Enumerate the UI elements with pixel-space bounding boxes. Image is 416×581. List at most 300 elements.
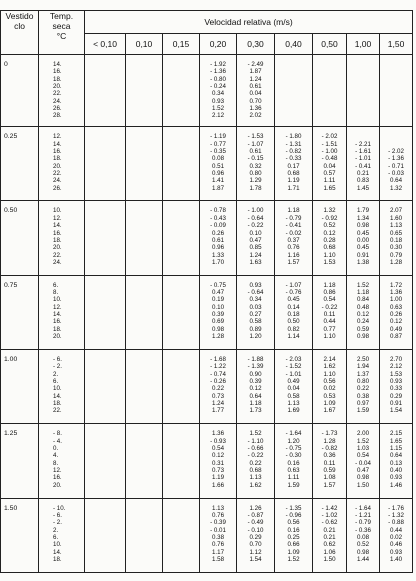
temperature-value: 20. — [53, 481, 62, 489]
pmv-value: 0.14 — [287, 303, 300, 311]
clo-label: clo — [14, 21, 25, 31]
temperature-value: - 6. — [53, 356, 62, 364]
temperature-value: 22. — [53, 251, 62, 259]
pmv-cell — [347, 55, 380, 127]
pmv-value: 0.98 — [356, 548, 370, 556]
pmv-value: - 1.19 — [210, 133, 226, 141]
pmv-value: 0.04 — [323, 162, 336, 170]
pmv-value: 1.53 — [390, 370, 403, 378]
clo-group-row — [1, 498, 413, 572]
pmv-value: - 1.88 — [247, 356, 264, 364]
temperature-value: 18. — [53, 325, 62, 333]
pmv-value: 1.17 — [211, 548, 225, 556]
temperature-value: 2. — [53, 526, 59, 534]
pmv-value: 0.91 — [390, 400, 403, 408]
pmv-cell — [347, 498, 380, 572]
pmv-cell — [347, 201, 380, 275]
pmv-value: 0.34 — [249, 296, 262, 304]
clo-value: 0 — [1, 55, 39, 127]
temperature-value: 20. — [53, 333, 62, 341]
velocity-col-header: 0,40 — [275, 34, 313, 55]
pmv-cell — [237, 201, 275, 275]
pmv-value: - 0.87 — [247, 512, 264, 519]
velocity-col-header: 0,50 — [313, 34, 347, 55]
pmv-value: 0.30 — [390, 244, 403, 252]
pmv-value: 2.02 — [249, 112, 262, 120]
pmv-value: 0.10 — [249, 229, 262, 237]
pmv-value: 0.47 — [356, 467, 370, 475]
pmv-cell — [85, 424, 126, 498]
pmv-cell — [347, 127, 380, 201]
pmv-value: - 1.68 — [210, 356, 226, 364]
pmv-value: 1.18 — [323, 281, 336, 289]
pmv-value: - 1.36 — [210, 68, 226, 76]
pmv-value: 0.17 — [287, 162, 300, 170]
pmv-value: - 0.01 — [210, 526, 226, 534]
pmv-value — [380, 141, 412, 148]
pmv-value: 1.13 — [211, 504, 225, 512]
pmv-value: 1.50 — [323, 556, 336, 564]
pmv-value: 1.19 — [287, 177, 300, 185]
pmv-value: 1.32 — [390, 184, 403, 192]
pmv-cell — [200, 350, 237, 424]
pmv-value: 1.63 — [249, 258, 262, 266]
pmv-value: 1.72 — [390, 281, 403, 289]
pmv-value: 0.13 — [390, 459, 403, 467]
pmv-value: 0.52 — [356, 541, 370, 549]
pmv-value: 0.85 — [249, 244, 262, 252]
pmv-value: 1.20 — [287, 437, 300, 445]
pmv-value: - 0.96 — [285, 512, 302, 519]
velocity-col-header: < 0,10 — [85, 34, 126, 55]
pmv-value: 0.28 — [323, 236, 336, 244]
pmv-value: 1.16 — [287, 251, 300, 259]
pmv-value: 1.59 — [356, 407, 370, 415]
pmv-value: 0.16 — [287, 526, 300, 534]
pmv-value: - 0.92 — [321, 214, 338, 222]
pmv-value: - 0.41 — [285, 222, 302, 230]
pmv-value: 1.15 — [390, 445, 403, 453]
pmv-cell — [347, 275, 380, 349]
unit-label: °C — [56, 31, 67, 41]
pmv-value: 0.76 — [211, 512, 225, 519]
pmv-value: 1.77 — [211, 407, 225, 415]
pmv-value: 0.33 — [390, 385, 403, 393]
velocity-col-header: 0,10 — [126, 34, 163, 55]
pmv-value: 1.52 — [356, 437, 370, 445]
pmv-value: 1.94 — [356, 363, 370, 371]
pmv-value: - 0.76 — [285, 289, 302, 297]
pmv-cell — [275, 127, 313, 201]
temperature-value: 6. — [53, 281, 59, 289]
pmv-value: 0.48 — [356, 303, 370, 311]
pmv-value: 0.04 — [249, 90, 262, 98]
pmv-cell — [347, 424, 380, 498]
pmv-value: 0.08 — [356, 534, 370, 542]
pmv-value: 0.76 — [287, 244, 300, 252]
pmv-cell — [200, 275, 237, 349]
pmv-value: 0.82 — [287, 325, 300, 333]
pmv-value: - 0.43 — [210, 214, 226, 222]
temperature-value: - 2. — [53, 519, 62, 527]
pmv-value: 1.36 — [390, 289, 403, 297]
pmv-value: - 0.71 — [388, 162, 404, 170]
pmv-value: 1.28 — [390, 258, 403, 266]
pmv-cell — [275, 350, 313, 424]
pmv-value: 0.69 — [211, 318, 225, 326]
pmv-value: 0.89 — [249, 325, 262, 333]
pmv-cell — [313, 201, 347, 275]
pmv-value: 1.62 — [249, 481, 262, 489]
pmv-value: 0.59 — [323, 467, 336, 475]
pmv-value: 1.13 — [287, 400, 300, 408]
pmv-value: 0.47 — [211, 289, 225, 297]
pmv-value: 1.10 — [323, 251, 336, 259]
pmv-value: 0.50 — [287, 318, 300, 326]
pmv-value: - 1.53 — [247, 133, 264, 141]
pmv-value: 0.46 — [390, 541, 403, 549]
pmv-value: 1.60 — [390, 214, 403, 222]
pmv-value: - 1.61 — [355, 147, 371, 155]
pmv-value: - 1.42 — [321, 504, 338, 512]
pmv-value: 0.19 — [211, 296, 225, 304]
pmv-value: 0.93 — [249, 281, 262, 289]
pmv-cell — [313, 127, 347, 201]
pmv-value: - 1.64 — [285, 430, 302, 438]
pmv-value: 0.45 — [287, 296, 300, 304]
pmv-value: 0.03 — [249, 303, 262, 311]
pmv-value: 0.96 — [211, 169, 225, 177]
temperature-value: 18. — [53, 236, 62, 244]
temperature-value: 20. — [53, 162, 62, 170]
pmv-value: 0.76 — [211, 541, 225, 549]
pmv-cell — [126, 498, 163, 572]
pmv-value: 1.18 — [249, 400, 262, 408]
pmv-value: 2.14 — [323, 356, 336, 364]
pmv-value: 1.37 — [356, 370, 370, 378]
pmv-value: 0.68 — [323, 244, 336, 252]
pmv-cell — [237, 498, 275, 572]
pmv-value: - 0.74 — [210, 370, 226, 378]
temperature-value: 14. — [53, 311, 62, 319]
pmv-cell — [313, 275, 347, 349]
pmv-table — [0, 10, 413, 573]
pmv-value: 0.63 — [287, 467, 300, 475]
pmv-cell — [85, 498, 126, 572]
temperature-value: 16. — [53, 318, 62, 326]
pmv-value: 0.51 — [211, 162, 225, 170]
pmv-value: - 1.01 — [355, 155, 371, 163]
pmv-value: 0.02 — [390, 534, 403, 542]
pmv-value: 0.52 — [323, 222, 336, 230]
pmv-value: 0.66 — [287, 541, 300, 549]
pmv-value: 0.65 — [390, 229, 403, 237]
pmv-value: - 1.02 — [321, 512, 338, 519]
pmv-cell — [85, 201, 126, 275]
temperature-value: - 2. — [53, 363, 62, 371]
pmv-value: 0.39 — [211, 311, 225, 319]
pmv-cell — [85, 350, 126, 424]
pmv-value: - 2.49 — [247, 61, 264, 68]
temperature-value: 6. — [53, 534, 59, 542]
pmv-value: 1.65 — [323, 184, 336, 192]
pmv-value: 0.12 — [323, 229, 336, 237]
pmv-value: 0.36 — [323, 452, 336, 460]
pmv-value: - 0.22 — [321, 303, 338, 311]
pmv-value: 0.21 — [356, 169, 370, 177]
pmv-value: 0.93 — [390, 378, 403, 386]
pmv-value: - 1.00 — [247, 207, 264, 215]
pmv-value: 0.93 — [390, 548, 403, 556]
pmv-cell — [237, 127, 275, 201]
temperature-list — [39, 350, 85, 424]
pmv-value: 0.12 — [390, 318, 403, 326]
clo-group-row — [1, 424, 413, 498]
pmv-value: - 1.07 — [285, 281, 302, 289]
pmv-value: - 2.03 — [285, 356, 302, 364]
temperature-value: 14. — [53, 548, 62, 556]
pmv-value: 0.38 — [211, 534, 225, 542]
temperature-value: - 8. — [53, 430, 62, 438]
pmv-value: - 0.79 — [355, 519, 371, 527]
pmv-cell — [200, 55, 237, 127]
pmv-value: - 1.51 — [321, 140, 338, 148]
pmv-value: - 0.64 — [247, 289, 264, 297]
pmv-cell — [275, 201, 313, 275]
temperature-list — [39, 127, 85, 201]
temperature-value: - 4. — [53, 437, 62, 445]
pmv-value: - 0.82 — [285, 147, 302, 155]
pmv-value: 1.12 — [249, 548, 262, 556]
pmv-value: 0.11 — [323, 459, 336, 467]
pmv-value: 1.52 — [249, 430, 262, 438]
pmv-value: 1.57 — [287, 258, 300, 266]
pmv-value: 0.58 — [287, 392, 300, 400]
clo-value: 1.50 — [1, 498, 39, 572]
pmv-value: 0.18 — [287, 311, 300, 319]
pmv-value: - 0.09 — [210, 222, 226, 230]
pmv-value: 1.73 — [249, 407, 262, 415]
pmv-cell — [200, 498, 237, 572]
pmv-value — [380, 133, 412, 140]
pmv-value: 0.16 — [287, 459, 300, 467]
pmv-value: 1.87 — [249, 68, 262, 76]
pmv-cell — [126, 275, 163, 349]
pmv-value: - 0.24 — [210, 83, 226, 91]
pmv-value: 0.77 — [323, 325, 336, 333]
pmv-value: - 1.22 — [210, 363, 226, 371]
pmv-value: 0.98 — [356, 333, 370, 341]
vestido-header — [1, 11, 39, 55]
pmv-value: 1.33 — [211, 251, 225, 259]
temperature-value: 0. — [53, 445, 59, 453]
clo-group-row — [1, 275, 413, 349]
temperature-value: 28. — [53, 112, 62, 120]
temperature-value: 18. — [53, 556, 62, 564]
pmv-value: - 0.26 — [210, 378, 226, 386]
pmv-cell — [380, 275, 413, 349]
vestido-label: Vestido — [5, 11, 34, 21]
temperature-value: 2. — [53, 370, 59, 378]
pmv-value: 1.50 — [356, 481, 370, 489]
pmv-value: - 0.22 — [247, 452, 264, 460]
pmv-value: 0.54 — [211, 445, 225, 453]
pmv-value: 1.24 — [211, 400, 225, 408]
pmv-value: 1.54 — [249, 556, 262, 564]
pmv-value: 1.57 — [323, 481, 336, 489]
pmv-cell — [126, 350, 163, 424]
temperature-value: 24. — [53, 258, 62, 266]
pmv-cell — [275, 424, 313, 498]
pmv-value: 1.52 — [356, 281, 370, 289]
temperature-value: 26. — [53, 184, 62, 192]
pmv-value: - 0.75 — [285, 445, 302, 453]
pmv-value: - 2.02 — [388, 147, 404, 155]
pmv-cell — [380, 424, 413, 498]
temperature-value: 26. — [53, 105, 62, 113]
temperature-value: 10. — [53, 207, 62, 215]
pmv-value — [347, 133, 379, 140]
pmv-value: - 1.39 — [247, 363, 264, 371]
pmv-cell — [313, 55, 347, 127]
pmv-value: 0.53 — [323, 392, 336, 400]
temperature-value: 4. — [53, 452, 59, 460]
pmv-value: 1.69 — [287, 407, 300, 415]
table-body — [1, 55, 413, 573]
pmv-value: 2.15 — [390, 430, 403, 438]
pmv-value: - 0.49 — [247, 519, 264, 527]
pmv-value: 0.12 — [249, 385, 262, 393]
pmv-cell — [313, 498, 347, 572]
pmv-value: - 1.01 — [285, 370, 302, 378]
pmv-value: - 0.78 — [210, 207, 226, 215]
pmv-value: 0.86 — [323, 289, 336, 297]
pmv-value: 2.12 — [211, 112, 225, 120]
pmv-cell — [200, 201, 237, 275]
temperature-value: 8. — [53, 459, 59, 467]
pmv-cell — [163, 127, 200, 201]
pmv-value: 0.38 — [356, 392, 370, 400]
pmv-value: 0.29 — [249, 534, 262, 542]
pmv-value: 0.22 — [211, 385, 225, 393]
velocity-col-header: 1,50 — [380, 34, 413, 55]
pmv-cell — [380, 498, 413, 572]
pmv-value: - 0.64 — [247, 214, 264, 222]
pmv-value: 0.91 — [356, 251, 370, 259]
pmv-value: 1.11 — [323, 177, 336, 185]
pmv-value: - 1.21 — [355, 512, 371, 519]
pmv-value: 1.53 — [323, 258, 336, 266]
pmv-value: 0.73 — [211, 467, 225, 475]
seca-label: seca — [52, 21, 71, 31]
pmv-value: - 0.03 — [388, 169, 404, 177]
pmv-cell — [380, 350, 413, 424]
pmv-value: 0.64 — [249, 392, 262, 400]
pmv-value: - 0.02 — [285, 229, 302, 237]
temperature-list — [39, 275, 85, 349]
pmv-value: 0.21 — [323, 526, 336, 534]
pmv-cell — [163, 275, 200, 349]
pmv-value: 0.62 — [323, 541, 336, 549]
pmv-value: 0.61 — [249, 147, 262, 155]
pmv-value: 1.40 — [390, 556, 403, 564]
pmv-value: 1.71 — [287, 184, 300, 192]
pmv-value: 0.83 — [356, 177, 370, 185]
pmv-cell — [380, 55, 413, 127]
pmv-value: 2.07 — [390, 207, 403, 215]
pmv-value: 2.00 — [356, 430, 370, 438]
pmv-value: 0.45 — [356, 229, 370, 237]
pmv-value: 0.27 — [249, 311, 262, 319]
pmv-value: 2.70 — [390, 356, 403, 364]
pmv-value: - 0.62 — [321, 519, 338, 527]
pmv-value: 1.11 — [287, 474, 300, 482]
pmv-value: 2.12 — [390, 363, 403, 371]
pmv-value: 1.18 — [287, 207, 300, 215]
pmv-cell — [313, 424, 347, 498]
pmv-value: 0.21 — [323, 534, 336, 542]
pmv-cell — [163, 55, 200, 127]
pmv-value: 0.44 — [390, 526, 403, 534]
temperature-value: 10. — [53, 541, 62, 549]
pmv-value: - 1.32 — [388, 512, 404, 519]
velocity-col-header: 0,30 — [237, 34, 275, 55]
pmv-value: 0.54 — [323, 296, 336, 304]
pmv-value: 1.00 — [390, 296, 403, 304]
pmv-value: - 1.76 — [388, 504, 404, 512]
pmv-value: 1.70 — [211, 258, 225, 266]
temperature-value: 20. — [53, 83, 62, 91]
pmv-value: 1.46 — [390, 481, 403, 489]
pmv-value: 0.31 — [211, 459, 225, 467]
pmv-value: - 1.07 — [247, 140, 264, 148]
pmv-value: 0.11 — [323, 311, 336, 319]
pmv-value: 0.26 — [390, 311, 403, 319]
pmv-value: 0.58 — [249, 318, 262, 326]
pmv-value: 0.98 — [211, 325, 225, 333]
pmv-value: - 0.33 — [285, 155, 302, 163]
pmv-value: 1.32 — [323, 207, 336, 215]
pmv-cell — [163, 201, 200, 275]
pmv-cell — [163, 424, 200, 498]
pmv-value: 0.68 — [287, 169, 300, 177]
pmv-value: 1.14 — [287, 333, 300, 341]
pmv-value: 1.13 — [390, 222, 403, 230]
pmv-value: 0.18 — [390, 236, 403, 244]
temperature-value: 16. — [53, 147, 62, 155]
clo-group-row — [1, 55, 413, 127]
pmv-value: 0.54 — [356, 452, 370, 460]
pmv-value: 0.80 — [249, 169, 262, 177]
temperature-list — [39, 201, 85, 275]
pmv-value: 0.61 — [249, 83, 262, 91]
pmv-value: - 1.64 — [355, 504, 371, 512]
pmv-value: 0.70 — [249, 97, 262, 105]
pmv-value: 1.66 — [211, 481, 225, 489]
temperature-value: 14. — [53, 392, 62, 400]
pmv-cell — [85, 127, 126, 201]
pmv-value: 0.47 — [249, 236, 262, 244]
pmv-cell — [200, 127, 237, 201]
pmv-value: - 1.10 — [247, 437, 264, 445]
pmv-value: 0.98 — [356, 474, 370, 482]
clo-group-row — [1, 127, 413, 201]
clo-value: 0.75 — [1, 275, 39, 349]
pmv-value: 0.04 — [287, 385, 300, 393]
pmv-value: 1.13 — [249, 474, 262, 482]
pmv-cell — [200, 424, 237, 498]
pmv-value: 0.80 — [356, 378, 370, 386]
